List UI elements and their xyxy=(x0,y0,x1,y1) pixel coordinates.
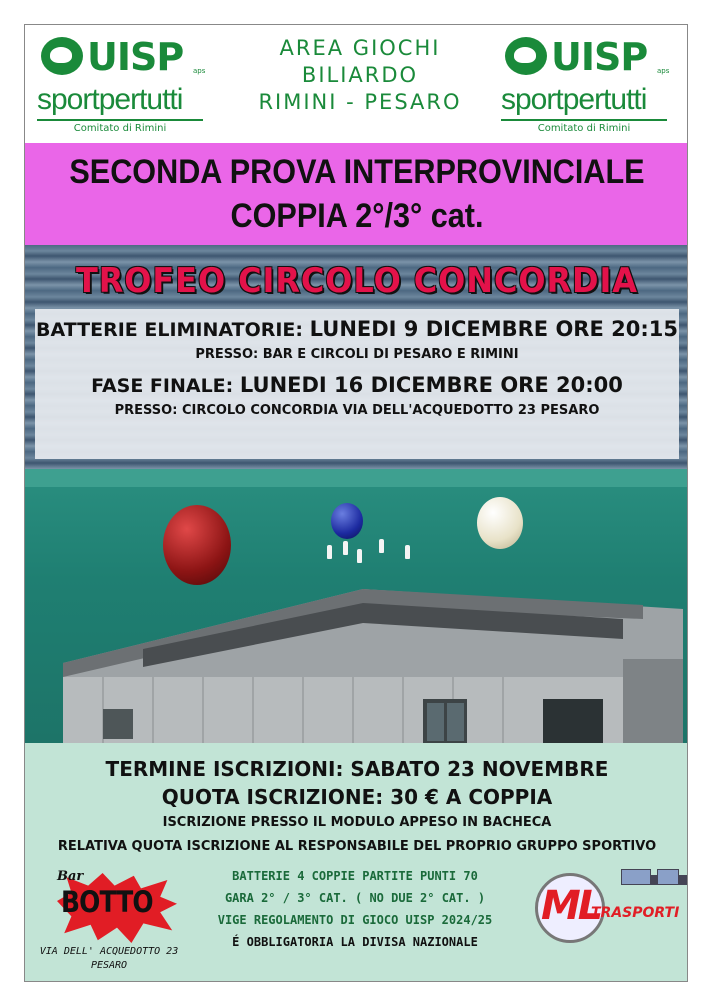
area-line-3: RIMINI - PESARO xyxy=(258,90,462,114)
uisp-comitato: Comitato di Rimini xyxy=(73,123,167,134)
venue-photo xyxy=(25,469,688,743)
presso1-row xyxy=(35,347,679,362)
poster xyxy=(24,24,688,982)
schedule-box xyxy=(35,309,679,459)
uisp-wordmark: UISP xyxy=(551,35,648,79)
event-banner xyxy=(25,143,688,245)
uisp-aps: aps xyxy=(657,67,670,75)
presso2-row xyxy=(35,403,679,418)
white-ball-icon xyxy=(477,497,523,549)
batterie-row xyxy=(35,317,679,341)
uisp-emblem-icon xyxy=(41,37,83,75)
botto-word: BOTTO xyxy=(61,885,153,919)
area-giochi-title xyxy=(245,35,475,116)
bar-address xyxy=(35,945,183,973)
logo-divider xyxy=(501,119,667,121)
area-line-2: BILIARDO xyxy=(301,63,419,87)
quota-value: 30 € A COPPIA xyxy=(390,785,553,809)
rules-list xyxy=(185,865,525,953)
registration-section xyxy=(25,743,688,982)
uisp-logo-right xyxy=(501,33,671,139)
presso2-value: CIRCOLO CONCORDIA VIA DELL'ACQUEDOTTO 23 PESARO xyxy=(181,403,600,418)
pin-icon xyxy=(327,545,332,559)
pin-icon xyxy=(379,539,384,553)
quota-row xyxy=(25,785,688,809)
bar-address-line1: VIA DELL' ACQUEDOTTO 23 xyxy=(39,946,179,957)
presso2-label: PRESSO: xyxy=(114,403,178,418)
uisp-tagline: sportpertutti xyxy=(37,83,183,116)
termine-row xyxy=(25,757,688,781)
uisp-logo-left xyxy=(37,33,207,139)
truck-icon xyxy=(621,869,651,885)
bar-word: Bar xyxy=(57,869,84,884)
uisp-emblem-icon xyxy=(505,37,547,75)
bar-address-line2: PESARO xyxy=(90,960,128,971)
batterie-date: LUNEDI 9 DICEMBRE ORE 20:15 xyxy=(309,317,678,341)
poster-header xyxy=(25,25,688,143)
uisp-tagline: sportpertutti xyxy=(501,83,647,116)
schedule-section xyxy=(25,245,688,469)
pin-icon xyxy=(405,545,410,559)
ml-word: ML xyxy=(541,883,601,929)
quota-label: QUOTA ISCRIZIONE: xyxy=(161,785,384,809)
presso1-value: BAR E CIRCOLI DI PESARO E RIMINI xyxy=(262,347,519,362)
area-line-1: AREA GIOCHI xyxy=(279,36,441,60)
batterie-label: BATTERIE ELIMINATORIE: xyxy=(36,319,304,341)
ml-trasporti-logo xyxy=(523,867,683,957)
building-illustration xyxy=(63,559,683,743)
rule-item: GARA 2° / 3° CAT. ( NO DUE 2° CAT. ) xyxy=(224,891,486,905)
finale-label: FASE FINALE: xyxy=(91,375,234,397)
termine-date: SABATO 23 NOVEMBRE xyxy=(350,757,609,781)
banner-title: SECONDA PROVA INTERPROVINCIALE xyxy=(69,153,645,191)
bar-botto-logo xyxy=(35,863,183,975)
pin-icon xyxy=(343,541,348,555)
uisp-wordmark: UISP xyxy=(87,35,184,79)
finale-date: LUNEDI 16 DICEMBRE ORE 20:00 xyxy=(239,373,623,397)
truck-icon xyxy=(657,869,679,885)
blue-ball-icon xyxy=(331,503,363,539)
photo-wall xyxy=(25,469,688,487)
finale-row xyxy=(35,373,679,397)
banner-subtitle: COPPIA 2°/3° cat. xyxy=(230,197,484,235)
quota-note: RELATIVA QUOTA ISCRIZIONE AL RESPONSABILE DEL PROPRIO GRUPPO SPORTIVO xyxy=(57,839,657,854)
uisp-aps: aps xyxy=(193,67,206,75)
iscrizione-note: ISCRIZIONE PRESSO IL MODULO APPESO IN BACHECA xyxy=(162,815,552,830)
trasporti-word: TRASPORTI xyxy=(591,905,680,921)
uisp-comitato: Comitato di Rimini xyxy=(537,123,631,134)
rule-item: É OBBLIGATORIA LA DIVISA NAZIONALE xyxy=(232,935,478,949)
rule-item: VIGE REGOLAMENTO DI GIOCO UISP 2024/25 xyxy=(217,913,493,927)
trofeo-title: TROFEO CIRCOLO CONCORDIA xyxy=(76,261,638,301)
termine-label: TERMINE ISCRIZIONI: xyxy=(105,757,344,781)
logo-divider xyxy=(37,119,203,121)
presso1-label: PRESSO: xyxy=(195,347,259,362)
rule-item: BATTERIE 4 COPPIE PARTITE PUNTI 70 xyxy=(232,869,478,883)
